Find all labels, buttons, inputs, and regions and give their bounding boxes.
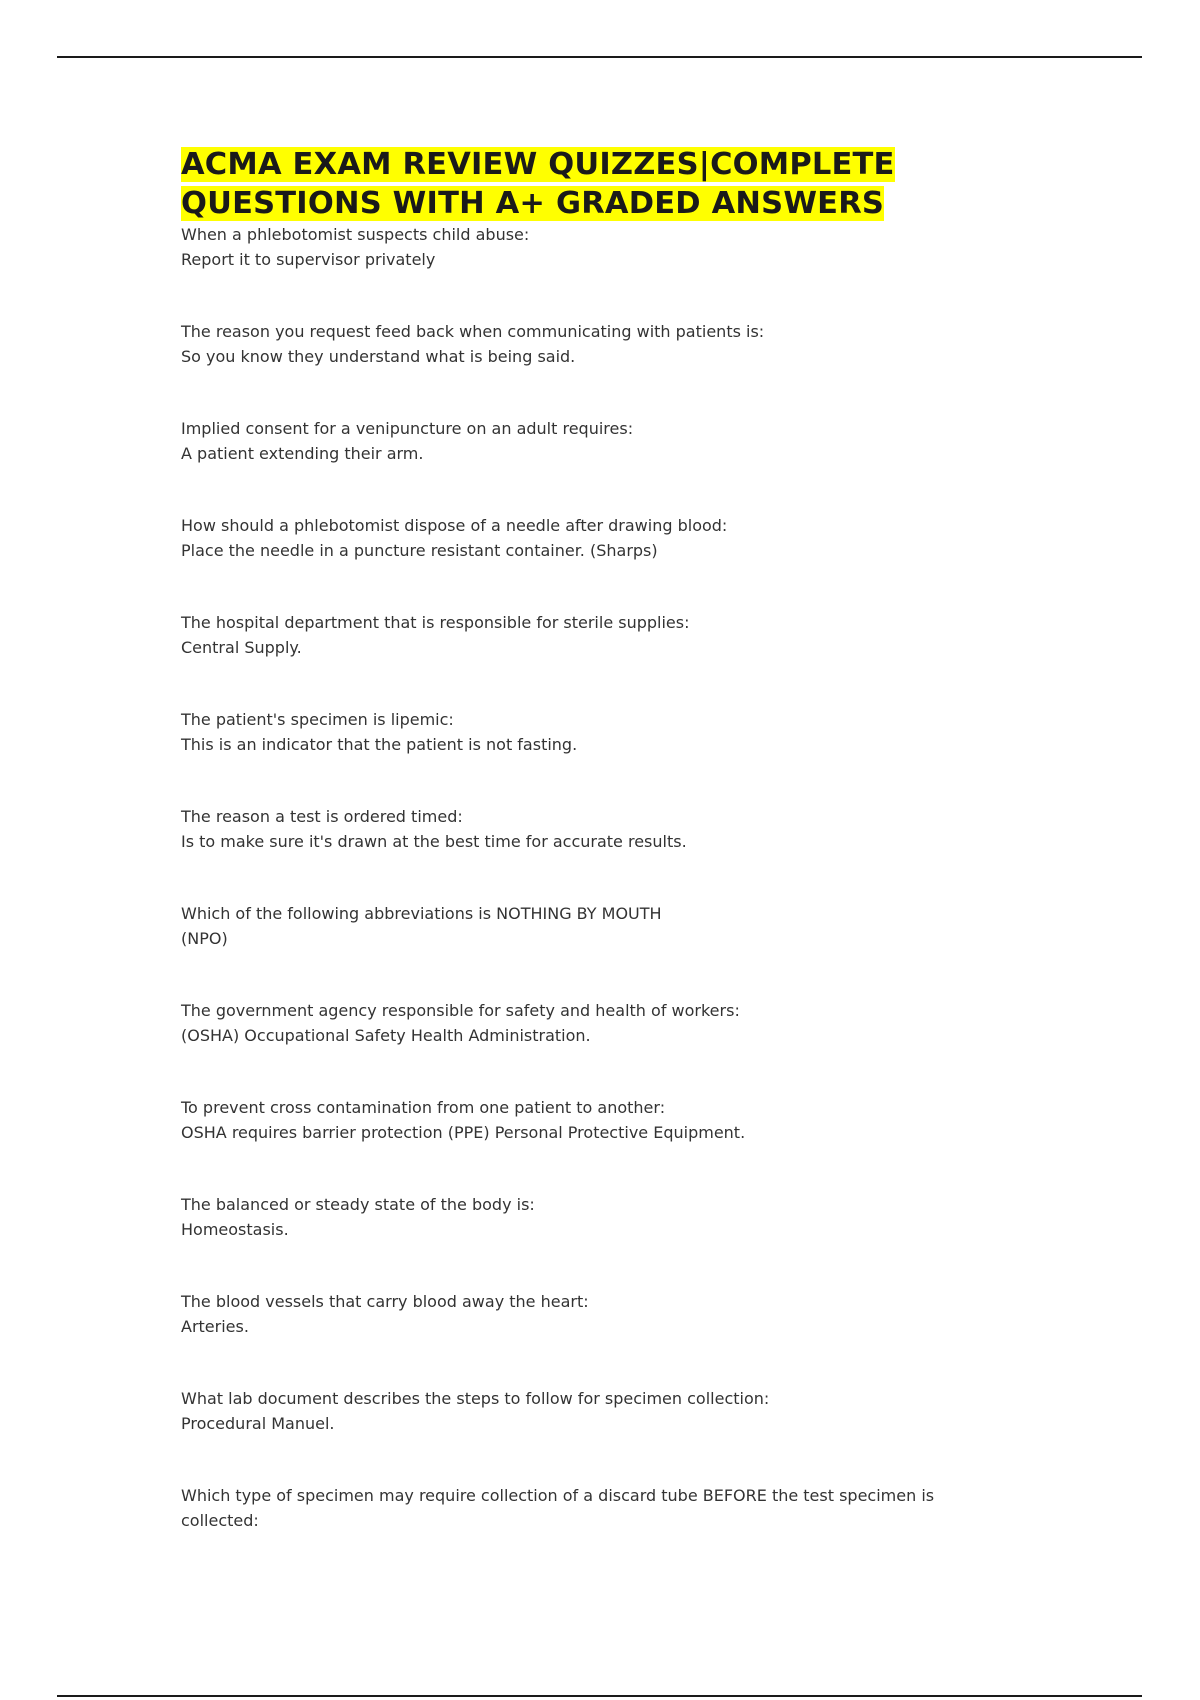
qa-item [181,902,981,951]
top-divider [57,56,1142,58]
qa-item [181,1290,981,1339]
question-text: Which type of specimen may require collection of a discard tube BEFORE the test specimen is collected: [181,1486,935,1530]
qa-item [181,999,981,1048]
qa-item [181,223,981,272]
question-text: Which of the following abbreviations is NOTHING BY MOUTH [181,904,662,923]
question-text: What lab document describes the steps to follow for specimen collection: [181,1389,770,1408]
answer-text: Report it to supervisor privately [181,249,436,269]
answer-text: Arteries. [181,1316,249,1336]
qa-item [181,708,981,757]
answer-text: OSHA requires barrier protection (PPE) Personal Protective Equipment. [181,1122,746,1142]
title-highlight: ACMA EXAM REVIEW QUIZZES|COMPLETE QUESTIONS WITH A+ GRADED ANSWERS [181,147,895,221]
qa-item [181,805,981,854]
question-text: The reason a test is ordered timed: [181,807,463,826]
qa-item [181,514,981,563]
answer-text: Homeostasis. [181,1219,289,1239]
qa-item [181,1193,981,1242]
qa-item [181,417,981,466]
answer-text: Central Supply. [181,637,302,657]
qa-list [181,223,981,1533]
answer-text: Place the needle in a puncture resistant container. (Sharps) [181,540,658,560]
answer-text: (NPO) [181,928,228,948]
document-page [181,145,981,1581]
qa-item [181,1096,981,1145]
question-text: When a phlebotomist suspects child abuse: [181,225,530,244]
answer-text: Is to make sure it's drawn at the best time for accurate results. [181,831,687,851]
question-text: The hospital department that is responsible for sterile supplies: [181,613,690,632]
question-text: Implied consent for a venipuncture on an adult requires: [181,419,634,438]
question-text: The government agency responsible for safety and health of workers: [181,1001,740,1020]
answer-text: This is an indicator that the patient is not fasting. [181,734,578,754]
bottom-divider [57,1695,1142,1697]
qa-item [181,611,981,660]
document-title [181,145,981,223]
question-text: To prevent cross contamination from one patient to another: [181,1098,666,1117]
qa-item [181,320,981,369]
answer-text: So you know they understand what is being said. [181,346,576,366]
qa-item [181,1484,981,1533]
qa-item [181,1387,981,1436]
question-text: The patient's specimen is lipemic: [181,710,454,729]
answer-text: Procedural Manuel. [181,1413,335,1433]
answer-text: A patient extending their arm. [181,443,424,463]
answer-text: (OSHA) Occupational Safety Health Administration. [181,1025,591,1045]
question-text: The balanced or steady state of the body is: [181,1195,535,1214]
question-text: The reason you request feed back when communicating with patients is: [181,322,765,341]
question-text: How should a phlebotomist dispose of a needle after drawing blood: [181,516,728,535]
question-text: The blood vessels that carry blood away the heart: [181,1292,589,1311]
